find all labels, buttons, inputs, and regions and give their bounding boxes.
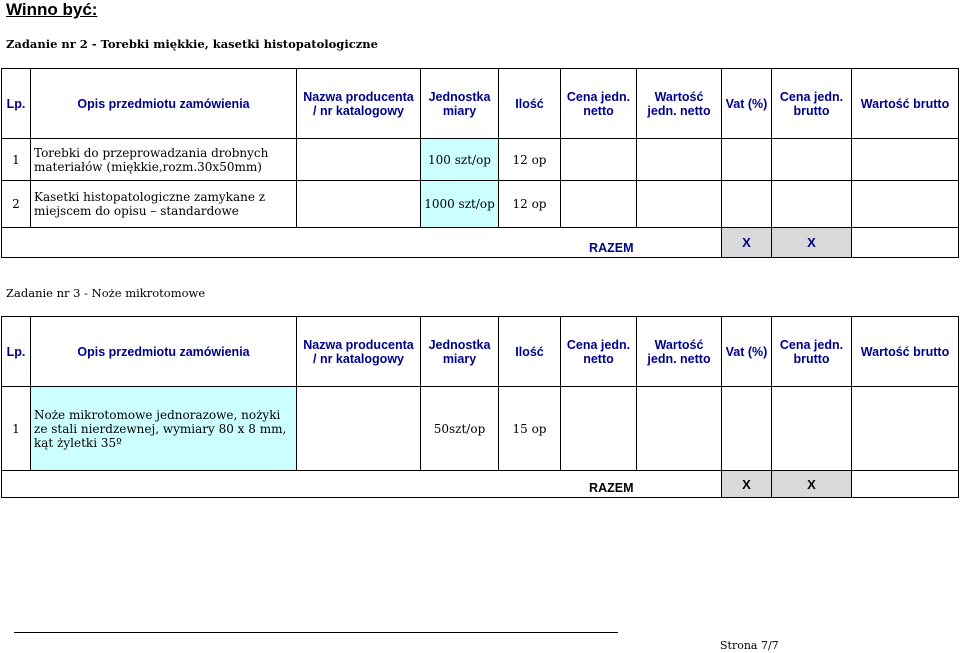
table-header-row (2, 69, 959, 139)
cell-producent (297, 181, 421, 228)
header-wartosc-netto: Wartość jedn. netto (637, 317, 722, 387)
razem-label: RAZEM (2, 228, 637, 258)
header-producent: Nazwa producenta / nr katalogowy (297, 69, 421, 139)
cell-cena-brutto (772, 387, 852, 471)
cell-lp: 2 (2, 181, 31, 228)
page-number: Strona 7/7 (720, 639, 779, 652)
cell-ilosc: 12 op (499, 139, 561, 181)
razem-x-vat: X (722, 228, 772, 258)
cell-ilosc: 15 op (499, 387, 561, 471)
razem-wartosc-brutto (852, 228, 959, 258)
header-jednostka: Jednostka miary (421, 69, 499, 139)
cell-producent (297, 139, 421, 181)
document-title: Winno być: (6, 0, 98, 19)
header-wartosc-netto: Wartość jedn. netto (637, 69, 722, 139)
razem-wartosc-brutto (852, 471, 959, 498)
header-jednostka: Jednostka miary (421, 317, 499, 387)
razem-row (2, 471, 959, 498)
header-wartosc-brutto: Wartość brutto (852, 69, 959, 139)
table-row (2, 139, 959, 181)
cell-wartosc-netto (637, 181, 722, 228)
cell-vat (722, 139, 772, 181)
section-3-table (1, 316, 959, 498)
razem-x-cena-brutto: X (772, 228, 852, 258)
cell-opis: Noże mikrotomowe jednorazowe, nożyki ze stali nierdzewnej, wymiary 80 x 8 mm, kąt żyletki 35º (31, 387, 297, 471)
razem-x-cena-brutto: X (772, 471, 852, 498)
cell-cena-netto (561, 139, 637, 181)
footer-divider (14, 632, 618, 633)
cell-lp: 1 (2, 387, 31, 471)
cell-vat (722, 387, 772, 471)
header-cena-brutto: Cena jedn. brutto (772, 69, 852, 139)
header-cena-brutto: Cena jedn. brutto (772, 317, 852, 387)
cell-vat (722, 181, 772, 228)
header-cena-netto: Cena jedn. netto (561, 317, 637, 387)
cell-jednostka: 100 szt/op (421, 139, 499, 181)
cell-jednostka: 1000 szt/op (421, 181, 499, 228)
table-header-row (2, 317, 959, 387)
cell-opis: Kasetki histopatologiczne zamykane z miejscem do opisu – standardowe (31, 181, 297, 228)
section-2-table (1, 68, 959, 258)
header-opis: Opis przedmiotu zamówienia (31, 69, 297, 139)
header-producent: Nazwa producenta / nr katalogowy (297, 317, 421, 387)
header-ilosc: Ilość (499, 69, 561, 139)
razem-row (2, 228, 959, 258)
razem-x-vat: X (722, 471, 772, 498)
cell-wartosc-brutto (852, 387, 959, 471)
cell-wartosc-netto (637, 387, 722, 471)
header-wartosc-brutto: Wartość brutto (852, 317, 959, 387)
razem-wartosc-netto (637, 228, 722, 258)
cell-producent (297, 387, 421, 471)
cell-cena-brutto (772, 181, 852, 228)
cell-cena-brutto (772, 139, 852, 181)
header-lp: Lp. (2, 69, 31, 139)
razem-wartosc-netto (637, 471, 722, 498)
cell-wartosc-brutto (852, 181, 959, 228)
cell-wartosc-netto (637, 139, 722, 181)
cell-opis: Torebki do przeprowadzania drobnych materiałów (miękkie,rozm.30x50mm) (31, 139, 297, 181)
header-lp: Lp. (2, 317, 31, 387)
razem-label: RAZEM (2, 471, 637, 498)
cell-jednostka: 50szt/op (421, 387, 499, 471)
header-vat: Vat (%) (722, 69, 772, 139)
header-opis: Opis przedmiotu zamówienia (31, 317, 297, 387)
cell-cena-netto (561, 387, 637, 471)
table-row (2, 387, 959, 471)
table-row (2, 181, 959, 228)
cell-lp: 1 (2, 139, 31, 181)
header-vat: Vat (%) (722, 317, 772, 387)
header-cena-netto: Cena jedn. netto (561, 69, 637, 139)
section-3-title: Zadanie nr 3 - Noże mikrotomowe (6, 286, 206, 300)
cell-ilosc: 12 op (499, 181, 561, 228)
cell-cena-netto (561, 181, 637, 228)
cell-wartosc-brutto (852, 139, 959, 181)
section-2-title: Zadanie nr 2 - Torebki miękkie, kasetki histopatologiczne (6, 37, 378, 51)
header-ilosc: Ilość (499, 317, 561, 387)
